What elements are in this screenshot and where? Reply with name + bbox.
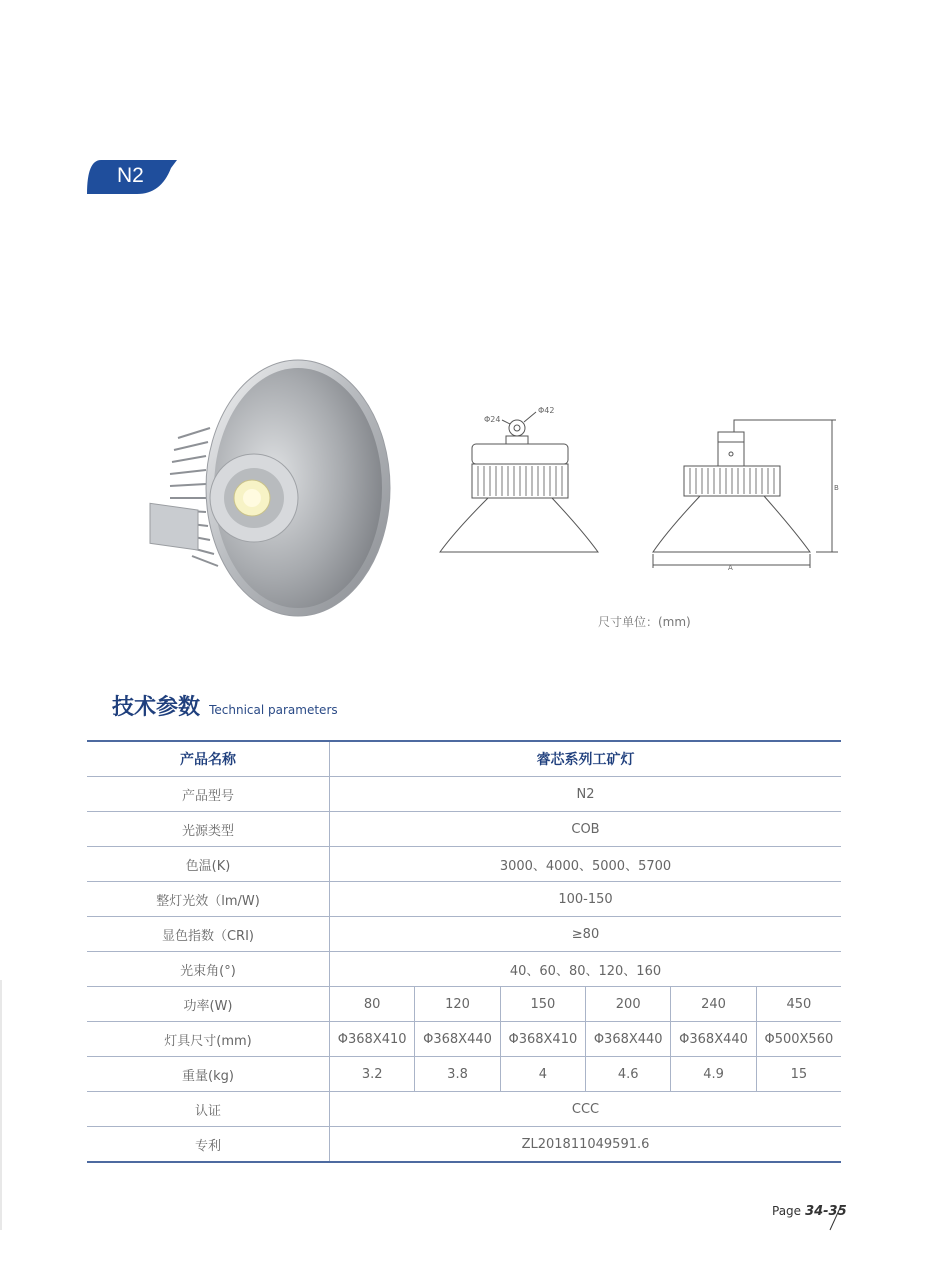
row-label: 产品型号 xyxy=(87,777,330,812)
table-row xyxy=(87,917,841,952)
row-label: 认证 xyxy=(87,1092,330,1127)
row-label: 灯具尺寸(mm) xyxy=(87,1022,330,1057)
table-cell: 120 xyxy=(415,987,500,1022)
dimension-b-label: B xyxy=(834,484,839,492)
table-row xyxy=(87,987,841,1022)
spec-table xyxy=(87,740,841,1163)
table-cell: Φ500X560 xyxy=(756,1022,841,1057)
table-row xyxy=(87,1092,841,1127)
row-value: 40、60、80、120、160 xyxy=(330,952,842,987)
section-title-en: Technical parameters xyxy=(209,703,338,717)
row-label: 色温(K) xyxy=(87,847,330,882)
table-cell: 240 xyxy=(671,987,756,1022)
table-cell: 3.2 xyxy=(330,1057,415,1092)
row-label: 重量(kg) xyxy=(87,1057,330,1092)
page-label: Page xyxy=(772,1204,802,1218)
row-label: 专利 xyxy=(87,1127,330,1163)
table-row xyxy=(87,812,841,847)
table-cell: 150 xyxy=(500,987,585,1022)
dimension-unit-note: 尺寸单位：(mm) xyxy=(598,615,691,629)
table-cell: 4.9 xyxy=(671,1057,756,1092)
row-label: 显色指数（CRI) xyxy=(87,917,330,952)
row-value: ≥80 xyxy=(330,917,842,952)
model-tag-label: N2 xyxy=(117,164,144,187)
table-row xyxy=(87,1127,841,1163)
model-tag xyxy=(87,160,177,194)
table-row xyxy=(87,882,841,917)
table-row xyxy=(87,777,841,812)
row-label: 功率(W) xyxy=(87,987,330,1022)
table-cell: Φ368X440 xyxy=(671,1022,756,1057)
front-view-drawing xyxy=(436,400,606,565)
table-cell: 15 xyxy=(756,1057,841,1092)
dimension-a-label: A xyxy=(728,564,733,572)
row-label: 光源类型 xyxy=(87,812,330,847)
section-heading xyxy=(112,690,338,721)
table-header-row xyxy=(87,741,841,777)
row-value: N2 xyxy=(330,777,842,812)
table-cell: Φ368X410 xyxy=(330,1022,415,1057)
side-view-drawing xyxy=(648,412,848,577)
page-edge-shadow xyxy=(0,980,2,1230)
table-cell: 200 xyxy=(586,987,671,1022)
row-label: 产品名称 xyxy=(87,741,330,777)
page-slash-icon xyxy=(826,1206,842,1232)
row-value: CCC xyxy=(330,1092,842,1127)
diameter-label-24: Φ24 xyxy=(484,415,501,424)
table-row xyxy=(87,1022,841,1057)
table-row xyxy=(87,847,841,882)
product-photo xyxy=(148,358,398,628)
row-value: COB xyxy=(330,812,842,847)
row-label: 光束角(°) xyxy=(87,952,330,987)
row-value: 3000、4000、5000、5700 xyxy=(330,847,842,882)
table-cell: 450 xyxy=(756,987,841,1022)
diameter-label-42: Φ42 xyxy=(538,406,555,415)
row-label: 整灯光效（lm/W) xyxy=(87,882,330,917)
row-value: 100-150 xyxy=(330,882,842,917)
page-number-value: 34-35 xyxy=(805,1204,847,1219)
table-cell: 3.8 xyxy=(415,1057,500,1092)
table-cell: 4.6 xyxy=(586,1057,671,1092)
row-value: ZL201811049591.6 xyxy=(330,1127,842,1163)
table-cell: 4 xyxy=(500,1057,585,1092)
table-cell: Φ368X440 xyxy=(415,1022,500,1057)
table-row xyxy=(87,952,841,987)
row-value: 睿芯系列工矿灯 xyxy=(330,741,842,777)
table-cell: Φ368X410 xyxy=(500,1022,585,1057)
table-cell: Φ368X440 xyxy=(586,1022,671,1057)
table-cell: 80 xyxy=(330,987,415,1022)
section-title-zh: 技术参数 xyxy=(112,695,201,720)
table-row xyxy=(87,1057,841,1092)
